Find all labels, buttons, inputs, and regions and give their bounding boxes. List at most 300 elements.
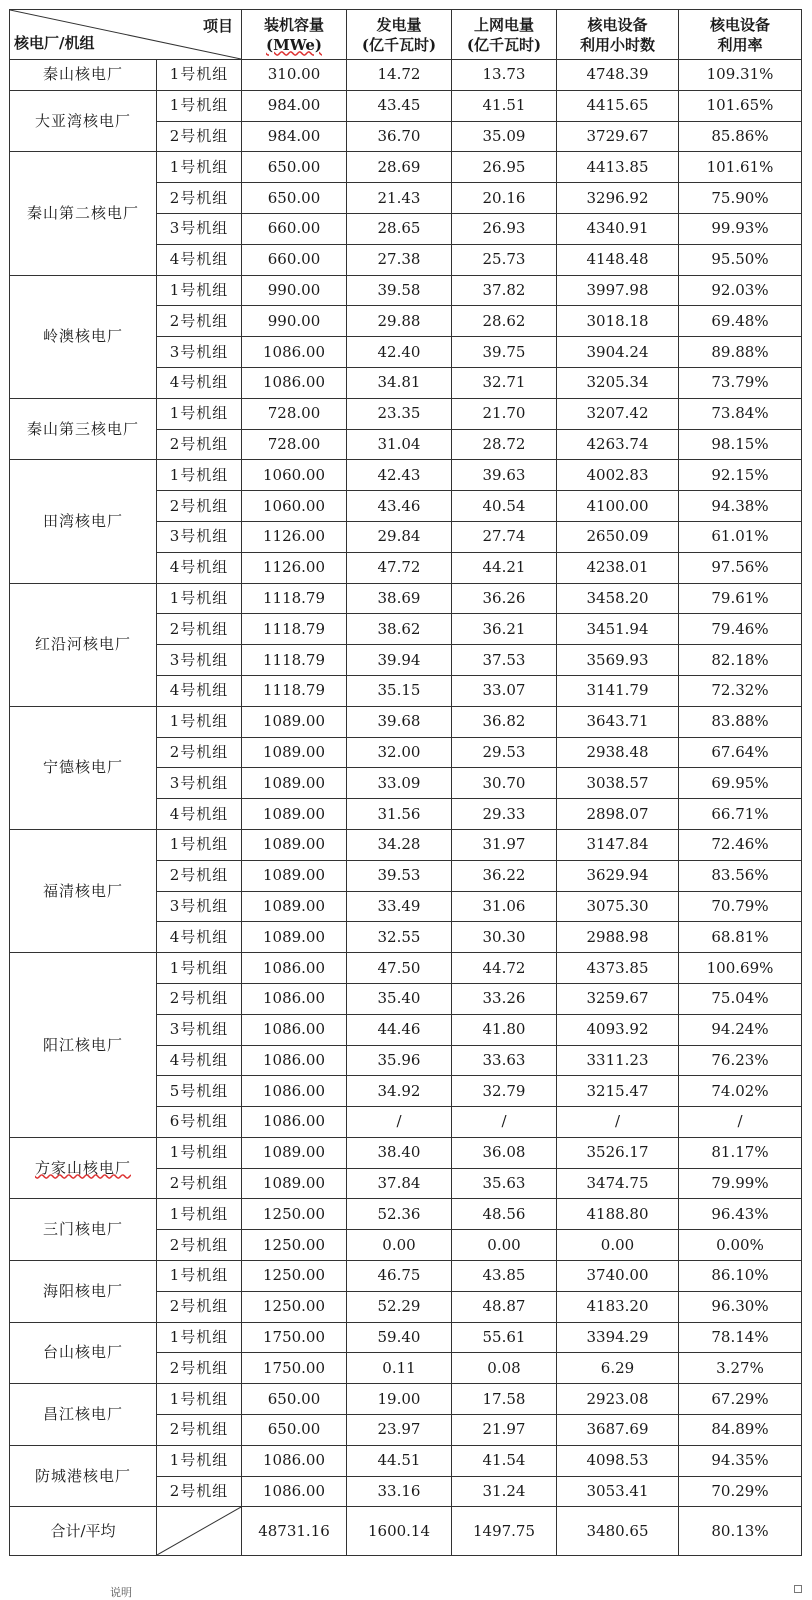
grid-power-cell: 21.97 bbox=[452, 1415, 557, 1446]
hours-cell: 3451.94 bbox=[557, 614, 679, 645]
plant-name-cell bbox=[10, 706, 157, 829]
total-diagonal-cell bbox=[157, 1507, 242, 1556]
rate-cell: 75.04% bbox=[679, 983, 802, 1014]
capacity-cell: 1250.00 bbox=[242, 1261, 347, 1292]
hours-cell: 3729.67 bbox=[557, 121, 679, 152]
generation-cell: 36.70 bbox=[347, 121, 452, 152]
header-generation: 发电量 (亿千瓦时) bbox=[347, 10, 452, 60]
grid-power-cell: 55.61 bbox=[452, 1322, 557, 1353]
generation-cell: 47.50 bbox=[347, 953, 452, 984]
capacity-cell: 1126.00 bbox=[242, 552, 347, 583]
hours-cell: 3018.18 bbox=[557, 306, 679, 337]
unit-cell: 3号机组 bbox=[157, 521, 242, 552]
unit-cell: 2号机组 bbox=[157, 491, 242, 522]
rate-cell: 67.64% bbox=[679, 737, 802, 768]
rate-cell: 79.61% bbox=[679, 583, 802, 614]
capacity-cell: 1086.00 bbox=[242, 367, 347, 398]
generation-cell: 31.04 bbox=[347, 429, 452, 460]
capacity-cell: 1089.00 bbox=[242, 1137, 347, 1168]
unit-cell: 1号机组 bbox=[157, 460, 242, 491]
generation-cell: 44.51 bbox=[347, 1445, 452, 1476]
unit-cell: 2号机组 bbox=[157, 429, 242, 460]
hours-cell: 4002.83 bbox=[557, 460, 679, 491]
capacity-cell: 1086.00 bbox=[242, 983, 347, 1014]
grid-power-cell: 33.63 bbox=[452, 1045, 557, 1076]
generation-cell: 28.65 bbox=[347, 213, 452, 244]
rate-cell: 73.84% bbox=[679, 398, 802, 429]
capacity-cell: 1086.00 bbox=[242, 953, 347, 984]
unit-cell: 2号机组 bbox=[157, 1476, 242, 1507]
generation-cell: 23.97 bbox=[347, 1415, 452, 1446]
capacity-cell: 310.00 bbox=[242, 60, 347, 91]
capacity-cell: 1086.00 bbox=[242, 1476, 347, 1507]
capacity-cell: 1089.00 bbox=[242, 891, 347, 922]
generation-cell: 23.35 bbox=[347, 398, 452, 429]
total-capacity-cell: 48731.16 bbox=[242, 1507, 347, 1556]
plant-name: 福清核电厂 bbox=[42, 881, 123, 900]
generation-cell: 0.11 bbox=[347, 1353, 452, 1384]
capacity-cell: 1086.00 bbox=[242, 1107, 347, 1138]
rate-cell: 76.23% bbox=[679, 1045, 802, 1076]
hours-cell: 3075.30 bbox=[557, 891, 679, 922]
rate-cell: 74.02% bbox=[679, 1076, 802, 1107]
hours-cell: 3311.23 bbox=[557, 1045, 679, 1076]
capacity-cell: 1118.79 bbox=[242, 675, 347, 706]
table-row bbox=[10, 583, 802, 614]
grid-power-cell: 40.54 bbox=[452, 491, 557, 522]
rate-cell: 68.81% bbox=[679, 922, 802, 953]
grid-power-cell: 44.21 bbox=[452, 552, 557, 583]
plant-name-cell bbox=[10, 1445, 157, 1507]
hours-cell: 4183.20 bbox=[557, 1291, 679, 1322]
generation-cell: 29.84 bbox=[347, 521, 452, 552]
generation-cell: 33.49 bbox=[347, 891, 452, 922]
generation-cell: 29.88 bbox=[347, 306, 452, 337]
grid-power-cell: 48.56 bbox=[452, 1199, 557, 1230]
hours-cell: 3296.92 bbox=[557, 183, 679, 214]
plant-name: 防城港核电厂 bbox=[34, 1466, 131, 1485]
generation-cell: 44.46 bbox=[347, 1014, 452, 1045]
table-row bbox=[10, 1137, 802, 1168]
generation-cell: 46.75 bbox=[347, 1261, 452, 1292]
generation-cell: 32.00 bbox=[347, 737, 452, 768]
grid-power-cell: 29.33 bbox=[452, 799, 557, 830]
plant-name: 秦山核电厂 bbox=[42, 65, 123, 84]
capacity-cell: 728.00 bbox=[242, 429, 347, 460]
generation-cell: 38.40 bbox=[347, 1137, 452, 1168]
unit-cell: 1号机组 bbox=[157, 583, 242, 614]
header-row bbox=[10, 10, 802, 60]
hours-cell: 0.00 bbox=[557, 1230, 679, 1261]
generation-cell: 43.46 bbox=[347, 491, 452, 522]
grid-power-cell: 26.93 bbox=[452, 213, 557, 244]
rate-cell: 94.24% bbox=[679, 1014, 802, 1045]
capacity-cell: 660.00 bbox=[242, 213, 347, 244]
rate-cell: 75.90% bbox=[679, 183, 802, 214]
unit-cell: 1号机组 bbox=[157, 1322, 242, 1353]
rate-cell: 92.03% bbox=[679, 275, 802, 306]
rate-cell: 73.79% bbox=[679, 367, 802, 398]
unit-cell: 2号机组 bbox=[157, 1168, 242, 1199]
plant-name-cell bbox=[10, 583, 157, 706]
plant-name-cell bbox=[10, 1137, 157, 1199]
hours-cell: 4188.80 bbox=[557, 1199, 679, 1230]
unit-cell: 2号机组 bbox=[157, 1415, 242, 1446]
generation-cell: 34.81 bbox=[347, 367, 452, 398]
capacity-cell: 1250.00 bbox=[242, 1291, 347, 1322]
unit-cell: 1号机组 bbox=[157, 953, 242, 984]
rate-cell: 70.79% bbox=[679, 891, 802, 922]
hours-cell: 3141.79 bbox=[557, 675, 679, 706]
unit-cell: 4号机组 bbox=[157, 799, 242, 830]
grid-power-cell: 41.80 bbox=[452, 1014, 557, 1045]
hours-cell: 3458.20 bbox=[557, 583, 679, 614]
table-row bbox=[10, 152, 802, 183]
unit-cell: 2号机组 bbox=[157, 1291, 242, 1322]
hours-cell: 4748.39 bbox=[557, 60, 679, 91]
generation-cell: 38.62 bbox=[347, 614, 452, 645]
capacity-cell: 1086.00 bbox=[242, 1076, 347, 1107]
unit-cell: 4号机组 bbox=[157, 552, 242, 583]
hours-cell: 2923.08 bbox=[557, 1384, 679, 1415]
unit-cell: 2号机组 bbox=[157, 121, 242, 152]
unit-cell: 3号机组 bbox=[157, 1014, 242, 1045]
plant-name: 方家山核电厂 bbox=[34, 1158, 131, 1177]
grid-power-cell: 29.53 bbox=[452, 737, 557, 768]
rate-cell: 70.29% bbox=[679, 1476, 802, 1507]
grid-power-cell: 32.71 bbox=[452, 367, 557, 398]
plant-name-cell bbox=[10, 1322, 157, 1384]
page-corner-mark bbox=[794, 1585, 802, 1593]
hours-cell: 3643.71 bbox=[557, 706, 679, 737]
generation-cell: 37.84 bbox=[347, 1168, 452, 1199]
table-row bbox=[10, 1322, 802, 1353]
grid-power-cell: 32.79 bbox=[452, 1076, 557, 1107]
capacity-cell: 990.00 bbox=[242, 275, 347, 306]
capacity-cell: 650.00 bbox=[242, 1384, 347, 1415]
capacity-cell: 1750.00 bbox=[242, 1322, 347, 1353]
plant-name: 田湾核电厂 bbox=[42, 511, 123, 530]
rate-cell: 100.69% bbox=[679, 953, 802, 984]
capacity-cell: 1086.00 bbox=[242, 1045, 347, 1076]
rate-cell: 78.14% bbox=[679, 1322, 802, 1353]
plant-name: 宁德核电厂 bbox=[42, 758, 123, 777]
capacity-cell: 1089.00 bbox=[242, 768, 347, 799]
hours-cell: 4100.00 bbox=[557, 491, 679, 522]
grid-power-cell: 31.24 bbox=[452, 1476, 557, 1507]
table-row bbox=[10, 953, 802, 984]
rate-cell: 96.30% bbox=[679, 1291, 802, 1322]
grid-power-cell: 30.30 bbox=[452, 922, 557, 953]
unit-cell: 1号机组 bbox=[157, 1199, 242, 1230]
plant-name-cell bbox=[10, 953, 157, 1138]
capacity-cell: 984.00 bbox=[242, 121, 347, 152]
grid-power-cell: 36.21 bbox=[452, 614, 557, 645]
capacity-cell: 1250.00 bbox=[242, 1199, 347, 1230]
plant-name: 阳江核电厂 bbox=[42, 1035, 123, 1054]
rate-cell: 79.46% bbox=[679, 614, 802, 645]
rate-cell: 101.65% bbox=[679, 90, 802, 121]
grid-power-cell: 35.09 bbox=[452, 121, 557, 152]
grid-power-cell: 36.26 bbox=[452, 583, 557, 614]
plant-name: 海阳核电厂 bbox=[42, 1281, 123, 1300]
plant-name-cell bbox=[10, 460, 157, 583]
hours-cell: 3569.93 bbox=[557, 645, 679, 676]
grid-power-cell: 0.00 bbox=[452, 1230, 557, 1261]
capacity-cell: 1086.00 bbox=[242, 337, 347, 368]
generation-cell: 39.94 bbox=[347, 645, 452, 676]
unit-cell: 6号机组 bbox=[157, 1107, 242, 1138]
plant-name-cell bbox=[10, 275, 157, 398]
generation-cell: 33.09 bbox=[347, 768, 452, 799]
grid-power-cell: 0.08 bbox=[452, 1353, 557, 1384]
rate-cell: 3.27% bbox=[679, 1353, 802, 1384]
grid-power-cell: 39.63 bbox=[452, 460, 557, 491]
table-row bbox=[10, 90, 802, 121]
plant-name: 红沿河核电厂 bbox=[34, 635, 131, 654]
grid-power-cell: 31.97 bbox=[452, 829, 557, 860]
generation-cell: 31.56 bbox=[347, 799, 452, 830]
unit-cell: 1号机组 bbox=[157, 60, 242, 91]
generation-cell: 21.43 bbox=[347, 183, 452, 214]
hours-cell: 3904.24 bbox=[557, 337, 679, 368]
plant-name: 岭澳核电厂 bbox=[42, 327, 123, 346]
rate-cell: 109.31% bbox=[679, 60, 802, 91]
unit-cell: 3号机组 bbox=[157, 768, 242, 799]
table-row bbox=[10, 1445, 802, 1476]
capacity-cell: 1118.79 bbox=[242, 614, 347, 645]
rate-cell: 79.99% bbox=[679, 1168, 802, 1199]
capacity-cell: 1089.00 bbox=[242, 737, 347, 768]
grid-power-cell: 36.22 bbox=[452, 860, 557, 891]
unit-cell: 4号机组 bbox=[157, 675, 242, 706]
unit-cell: 2号机组 bbox=[157, 306, 242, 337]
grid-power-cell: 33.26 bbox=[452, 983, 557, 1014]
table-body bbox=[10, 60, 802, 1556]
generation-cell: 35.40 bbox=[347, 983, 452, 1014]
hours-cell: 3629.94 bbox=[557, 860, 679, 891]
grid-power-cell: 37.82 bbox=[452, 275, 557, 306]
plant-name-cell bbox=[10, 1199, 157, 1261]
rate-cell: 69.48% bbox=[679, 306, 802, 337]
total-grid-power-cell: 1497.75 bbox=[452, 1507, 557, 1556]
nuclear-plant-table bbox=[9, 9, 802, 1556]
grid-power-cell: 44.72 bbox=[452, 953, 557, 984]
plant-name-cell bbox=[10, 829, 157, 952]
generation-cell: 35.15 bbox=[347, 675, 452, 706]
unit-cell: 4号机组 bbox=[157, 367, 242, 398]
grid-power-cell: 25.73 bbox=[452, 244, 557, 275]
plant-name-cell bbox=[10, 1261, 157, 1323]
hours-cell: 4373.85 bbox=[557, 953, 679, 984]
diagonal-header-cell bbox=[10, 10, 242, 60]
capacity-cell: 1089.00 bbox=[242, 1168, 347, 1199]
rate-cell: 95.50% bbox=[679, 244, 802, 275]
total-generation-cell: 1600.14 bbox=[347, 1507, 452, 1556]
hours-cell: 2938.48 bbox=[557, 737, 679, 768]
table-row bbox=[10, 460, 802, 491]
grid-power-cell: 28.62 bbox=[452, 306, 557, 337]
generation-cell: 47.72 bbox=[347, 552, 452, 583]
hours-cell: 4415.65 bbox=[557, 90, 679, 121]
rate-cell: 85.86% bbox=[679, 121, 802, 152]
hours-cell: 3526.17 bbox=[557, 1137, 679, 1168]
capacity-cell: 1089.00 bbox=[242, 922, 347, 953]
plant-name-cell bbox=[10, 1384, 157, 1446]
capacity-cell: 1126.00 bbox=[242, 521, 347, 552]
unit-cell: 1号机组 bbox=[157, 90, 242, 121]
plant-name: 三门核电厂 bbox=[42, 1220, 123, 1239]
unit-cell: 1号机组 bbox=[157, 1384, 242, 1415]
generation-cell: 52.29 bbox=[347, 1291, 452, 1322]
capacity-cell: 1089.00 bbox=[242, 860, 347, 891]
rate-cell: 84.89% bbox=[679, 1415, 802, 1446]
grid-power-cell: 39.75 bbox=[452, 337, 557, 368]
generation-cell: 39.53 bbox=[347, 860, 452, 891]
table-row bbox=[10, 706, 802, 737]
capacity-cell: 984.00 bbox=[242, 90, 347, 121]
generation-cell: 43.45 bbox=[347, 90, 452, 121]
rate-cell: 72.32% bbox=[679, 675, 802, 706]
generation-cell: 14.72 bbox=[347, 60, 452, 91]
table-row bbox=[10, 1384, 802, 1415]
grid-power-cell: 13.73 bbox=[452, 60, 557, 91]
capacity-cell: 1250.00 bbox=[242, 1230, 347, 1261]
rate-cell: 61.01% bbox=[679, 521, 802, 552]
hours-cell: 3997.98 bbox=[557, 275, 679, 306]
capacity-cell: 728.00 bbox=[242, 398, 347, 429]
hours-cell: 3207.42 bbox=[557, 398, 679, 429]
generation-cell: 38.69 bbox=[347, 583, 452, 614]
unit-cell: 2号机组 bbox=[157, 183, 242, 214]
rate-cell: 92.15% bbox=[679, 460, 802, 491]
total-label-cell: 合计/平均 bbox=[10, 1507, 157, 1556]
table-row bbox=[10, 829, 802, 860]
grid-power-cell: 27.74 bbox=[452, 521, 557, 552]
header-item-label: 项目 bbox=[202, 17, 233, 35]
table-row bbox=[10, 398, 802, 429]
grid-power-cell: 30.70 bbox=[452, 768, 557, 799]
capacity-cell: 650.00 bbox=[242, 183, 347, 214]
unit-cell: 1号机组 bbox=[157, 1445, 242, 1476]
capacity-cell: 1086.00 bbox=[242, 1014, 347, 1045]
generation-cell: 39.68 bbox=[347, 706, 452, 737]
hours-cell: 4148.48 bbox=[557, 244, 679, 275]
generation-cell: 59.40 bbox=[347, 1322, 452, 1353]
grid-power-cell: / bbox=[452, 1107, 557, 1138]
rate-cell: 0.00% bbox=[679, 1230, 802, 1261]
generation-cell: 0.00 bbox=[347, 1230, 452, 1261]
generation-cell: 28.69 bbox=[347, 152, 452, 183]
plant-name: 秦山第三核电厂 bbox=[26, 419, 139, 438]
hours-cell: 4263.74 bbox=[557, 429, 679, 460]
generation-cell: 33.16 bbox=[347, 1476, 452, 1507]
header-utilization-rate: 核电设备 利用率 bbox=[679, 10, 802, 60]
unit-cell: 4号机组 bbox=[157, 922, 242, 953]
hours-cell: 2650.09 bbox=[557, 521, 679, 552]
hours-cell: 3394.29 bbox=[557, 1322, 679, 1353]
rate-cell: 99.93% bbox=[679, 213, 802, 244]
unit-cell: 3号机组 bbox=[157, 213, 242, 244]
plant-name: 秦山第二核电厂 bbox=[26, 203, 139, 222]
rate-cell: 101.61% bbox=[679, 152, 802, 183]
table-row bbox=[10, 60, 802, 91]
rate-cell: 72.46% bbox=[679, 829, 802, 860]
generation-cell: 42.40 bbox=[347, 337, 452, 368]
rate-cell: 97.56% bbox=[679, 552, 802, 583]
unit-cell: 3号机组 bbox=[157, 645, 242, 676]
grid-power-cell: 48.87 bbox=[452, 1291, 557, 1322]
hours-cell: 3038.57 bbox=[557, 768, 679, 799]
unit-cell: 1号机组 bbox=[157, 829, 242, 860]
rate-cell: 98.15% bbox=[679, 429, 802, 460]
report-table-container bbox=[9, 9, 801, 1556]
rate-cell: 83.56% bbox=[679, 860, 802, 891]
generation-cell: 35.96 bbox=[347, 1045, 452, 1076]
plant-name: 昌江核电厂 bbox=[42, 1405, 123, 1424]
rate-cell: 86.10% bbox=[679, 1261, 802, 1292]
capacity-cell: 1118.79 bbox=[242, 645, 347, 676]
rate-cell: 66.71% bbox=[679, 799, 802, 830]
capacity-cell: 1060.00 bbox=[242, 491, 347, 522]
unit-cell: 4号机组 bbox=[157, 244, 242, 275]
grid-power-cell: 41.51 bbox=[452, 90, 557, 121]
plant-name-cell bbox=[10, 152, 157, 275]
generation-cell: 27.38 bbox=[347, 244, 452, 275]
hours-cell: 3474.75 bbox=[557, 1168, 679, 1199]
hours-cell: 4340.91 bbox=[557, 213, 679, 244]
hours-cell: 4238.01 bbox=[557, 552, 679, 583]
hours-cell: 4093.92 bbox=[557, 1014, 679, 1045]
grid-power-cell: 35.63 bbox=[452, 1168, 557, 1199]
footer-note: 说明 bbox=[110, 1586, 132, 1599]
plant-name: 大亚湾核电厂 bbox=[34, 111, 131, 130]
hours-cell: 3740.00 bbox=[557, 1261, 679, 1292]
hours-cell: 2898.07 bbox=[557, 799, 679, 830]
unit-cell: 2号机组 bbox=[157, 1230, 242, 1261]
hours-cell: 3687.69 bbox=[557, 1415, 679, 1446]
table-row bbox=[10, 1199, 802, 1230]
capacity-cell: 660.00 bbox=[242, 244, 347, 275]
generation-cell: / bbox=[347, 1107, 452, 1138]
grid-power-cell: 31.06 bbox=[452, 891, 557, 922]
total-hours-cell: 3480.65 bbox=[557, 1507, 679, 1556]
rate-cell: 89.88% bbox=[679, 337, 802, 368]
hours-cell: 3053.41 bbox=[557, 1476, 679, 1507]
unit-cell: 2号机组 bbox=[157, 983, 242, 1014]
grid-power-cell: 28.72 bbox=[452, 429, 557, 460]
unit-cell: 1号机组 bbox=[157, 1137, 242, 1168]
grid-power-cell: 43.85 bbox=[452, 1261, 557, 1292]
capacity-cell: 1118.79 bbox=[242, 583, 347, 614]
unit-cell: 1号机组 bbox=[157, 706, 242, 737]
unit-cell: 1号机组 bbox=[157, 152, 242, 183]
grid-power-cell: 17.58 bbox=[452, 1384, 557, 1415]
capacity-cell: 1750.00 bbox=[242, 1353, 347, 1384]
hours-cell: / bbox=[557, 1107, 679, 1138]
header-grid-power: 上网电量 (亿千瓦时) bbox=[452, 10, 557, 60]
rate-cell: 69.95% bbox=[679, 768, 802, 799]
grid-power-cell: 33.07 bbox=[452, 675, 557, 706]
capacity-cell: 650.00 bbox=[242, 152, 347, 183]
generation-cell: 32.55 bbox=[347, 922, 452, 953]
unit-cell: 3号机组 bbox=[157, 891, 242, 922]
hours-cell: 3259.67 bbox=[557, 983, 679, 1014]
header-capacity: 装机容量 (MWe) bbox=[242, 10, 347, 60]
unit-cell: 4号机组 bbox=[157, 1045, 242, 1076]
capacity-cell: 990.00 bbox=[242, 306, 347, 337]
total-row bbox=[10, 1507, 802, 1556]
